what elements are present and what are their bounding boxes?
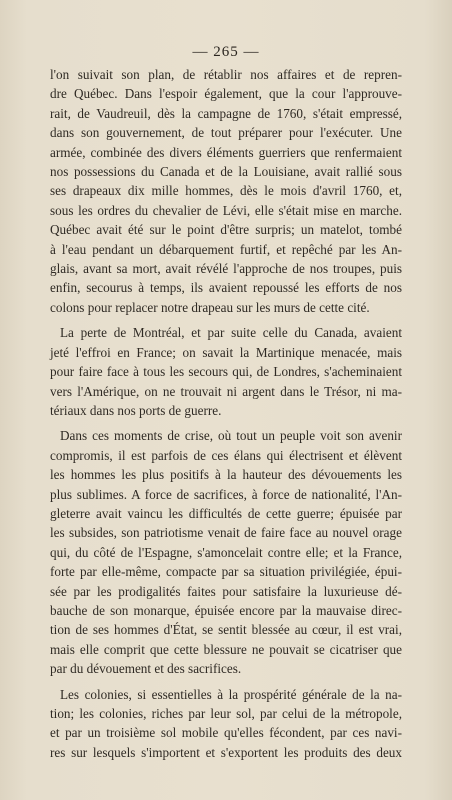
- text-line: jeté l'effroi en France; on savait la Martinique menacée, mais: [50, 344, 402, 360]
- text-line: res sur lesquels s'importent et s'exportent les produits des deux: [50, 744, 402, 760]
- text-line: nos possessions du Canada et de la Louisiane, avait rallié sous: [50, 164, 402, 180]
- text-line: gleterre avait vaincu les difficultés de cette guerre; épuisée par: [50, 505, 402, 521]
- text-line: dans son gouvernement, de tout préparer pour l'exécuter. Une: [50, 125, 402, 141]
- text-line: à l'eau pendant un débarquement furtif, et repêché par les An-: [50, 241, 402, 257]
- text-line: plus sublimes. A force de sacrifices, à force de nationalité, l'An-: [50, 486, 402, 502]
- page-number: — 265 —: [192, 44, 260, 60]
- text-line: les subsides, son patriotisme venait de faire face au nouvel orage: [50, 525, 402, 541]
- text-line: vers l'Amérique, on ne trouvait ni argent dans le Trésor, ni ma-: [50, 383, 402, 399]
- page-body: [50, 65, 402, 768]
- text-line: Québec avait été sur le point d'être surpris; un matelot, tombé: [50, 222, 402, 238]
- text-line: sée par les prodigalités faites pour satisfaire la luxurieuse dé-: [50, 583, 402, 599]
- text-line: sous les ordres du chevalier de Lévi, elle s'était mise en marche.: [50, 202, 402, 218]
- text-line: bauche de son monarque, épuisée encore par la mauvaise direc-: [50, 602, 402, 618]
- text-line: enfin, secourus à temps, ils avaient repoussé les efforts de nos: [50, 280, 402, 296]
- paragraph: [50, 426, 402, 678]
- text-line: armée, combinée des divers éléments guerriers que renfermaient: [50, 144, 402, 160]
- text-line: Dans ces moments de crise, où tout un peuple voit son avenir: [60, 428, 402, 444]
- paragraph: [50, 685, 402, 763]
- text-line: rait, de Vaudreuil, dès la campagne de 1760, s'était empressé,: [50, 105, 402, 121]
- text-line: dre Québec. Dans l'espoir également, que la cour l'approuve-: [50, 86, 402, 102]
- text-line: et par un troisième sol mobile qu'elles fécondent, par ces navi-: [50, 725, 402, 741]
- text-line: mais elle comprit que cette blessure ne pouvait se cicatriser que: [50, 641, 402, 657]
- paragraph: [50, 65, 402, 317]
- text-line: pour faire face à tous les secours qui, de Londres, s'acheminaient: [50, 364, 402, 380]
- text-line: La perte de Montréal, et par suite celle du Canada, avaient: [60, 325, 402, 341]
- text-line: colons pour replacer notre drapeau sur les murs de cette cité.: [50, 299, 370, 315]
- text-line: par du dévouement et des sacrifices.: [50, 661, 242, 677]
- text-line: Les colonies, si essentielles à la prospérité générale de la na-: [60, 686, 402, 702]
- text-line: les hommes les plus positifs à la hauteur des dévouements les: [50, 467, 402, 483]
- text-line: tion; les colonies, riches par leur sol, par celui de la métropole,: [50, 706, 402, 721]
- text-line: compromis, il est parfois de ces élans qui électrisent et élèvent: [50, 447, 402, 463]
- text-line: forte par elle-même, compacte par sa situation privilégiée, épui-: [50, 564, 402, 580]
- text-line: qui, du côté de l'Espagne, s'amoncelait contre elle; et la France,: [50, 544, 402, 560]
- text-line: tériaux dans nos ports de guerre.: [50, 402, 222, 418]
- paragraph: [50, 323, 402, 420]
- text-line: tion de ses hommes d'État, se sentit blessée au cœur, il est vrai,: [50, 622, 402, 638]
- text-line: glais, avant sa mort, avait révélé l'approche de nos troupes, puis: [50, 261, 402, 277]
- text-line: ses drapeaux dix mille hommes, dès le mois d'avril 1760, et,: [50, 183, 402, 199]
- text-line: l'on suivait son plan, de rétablir nos affaires et de repren-: [50, 67, 402, 82]
